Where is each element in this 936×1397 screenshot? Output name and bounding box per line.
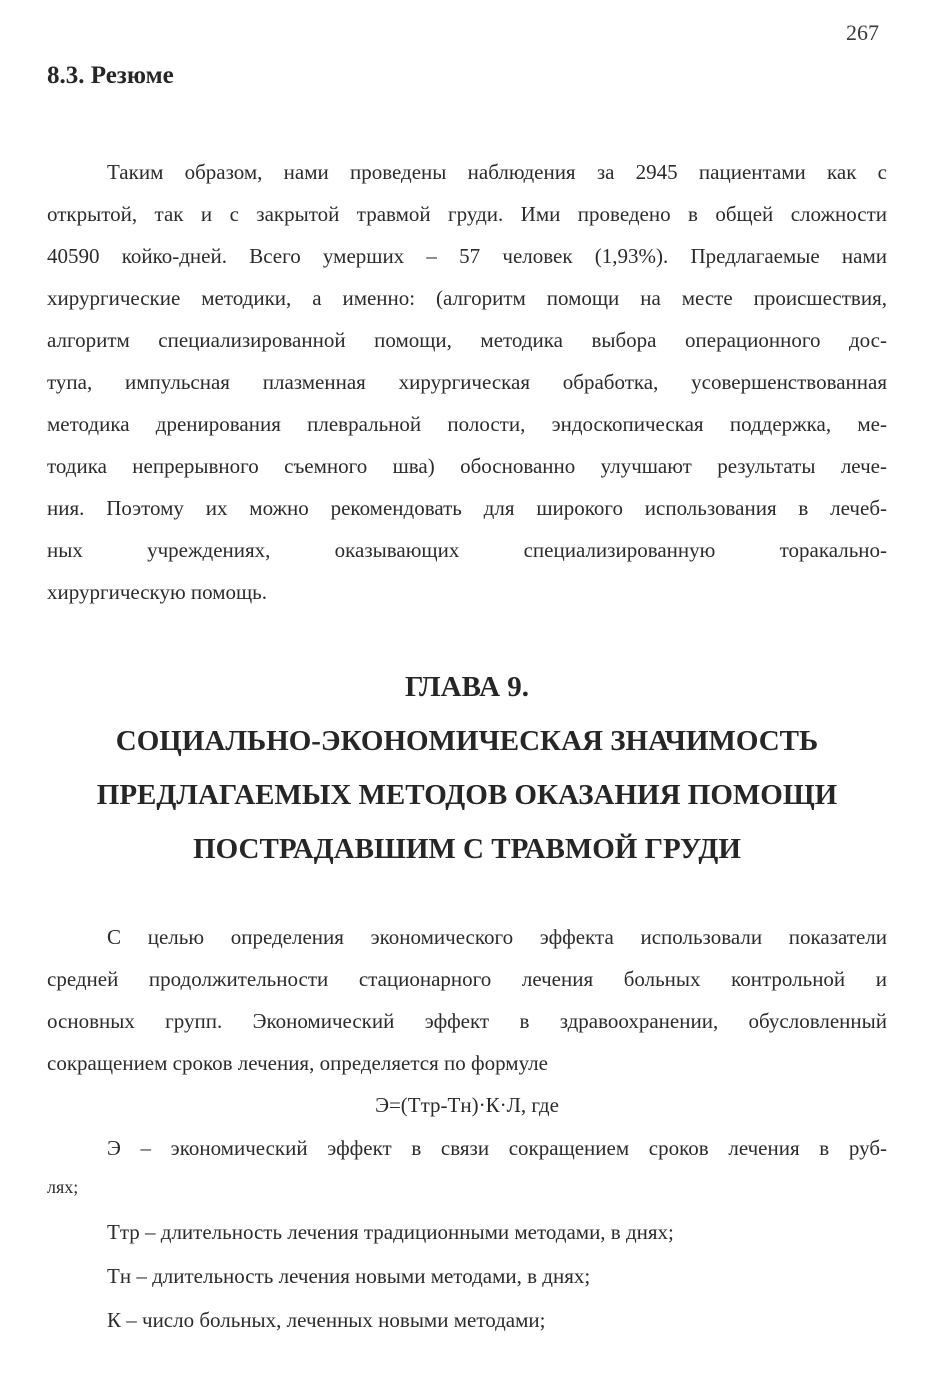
summary-line: методика дренирования плевральной полости, эндоскопическая поддержка, ме-: [47, 412, 887, 436]
body-line: средней продолжительности стационарного лечения больных контрольной и: [47, 967, 887, 991]
definition-line: Тн – длительность лечения новыми методами, в днях;: [107, 1264, 591, 1288]
summary-line: 40590 койко-дней. Всего умерших – 57 человек (1,93%). Предлагаемые нами: [47, 244, 887, 268]
chapter-title-line: СОЦИАЛЬНО-ЭКОНОМИЧЕСКАЯ ЗНАЧИМОСТЬ: [115, 725, 819, 757]
summary-line: алгоритм специализированной помощи, методика выбора операционного дос-: [47, 328, 887, 352]
section-title: 8.3. Резюме: [47, 62, 174, 89]
page-number: 267: [846, 20, 879, 45]
chapter-title-line: ПОСТРАДАВШИМ С ТРАВМОЙ ГРУДИ: [193, 833, 741, 865]
summary-line: Таким образом, нами проведены наблюдения за 2945 пациентами как с: [107, 160, 887, 184]
summary-paragraph: [47, 151, 887, 613]
body-line: сокращением сроков лечения, определяется по формуле: [47, 1051, 548, 1075]
summary-line: ния. Поэтому их можно рекомендовать для широкого использования в лечеб-: [47, 496, 887, 520]
summary-line: открытой, так и с закрытой травмой груди. Ими проведено в общей сложности: [47, 202, 887, 226]
chapter-heading: [47, 660, 887, 876]
summary-line: хирургическую помощь.: [47, 580, 268, 604]
chapter-title-line: ПРЕДЛАГАЕМЫХ МЕТОДОВ ОКАЗАНИЯ ПОМОЩИ: [96, 779, 838, 811]
formula: Э=(Ттр-Тн)·К·Л, где: [375, 1093, 559, 1117]
definition-line: К – число больных, леченных новыми методами;: [107, 1308, 546, 1332]
chapter-number: ГЛАВА 9.: [404, 671, 530, 703]
summary-line: тупа, импульсная плазменная хирургическая обработка, усовершенствованная: [47, 370, 887, 394]
chapter-body: [47, 916, 887, 1342]
definition-line: Ттр – длительность лечения традиционными методами, в днях;: [107, 1220, 674, 1244]
summary-line: хирургические методики, а именно: (алгоритм помощи на месте происшествия,: [47, 286, 887, 310]
definition-line: Э – экономический эффект в связи сокращением сроков лечения в руб-: [107, 1136, 887, 1160]
summary-line: тодика непрерывного съемного шва) обоснованно улучшают результаты лече-: [47, 454, 887, 478]
summary-line: ных учреждениях, оказывающих специализированную торакально-: [47, 538, 887, 562]
body-line: основных групп. Экономический эффект в здравоохранении, обусловленный: [47, 1009, 887, 1033]
body-line: С целью определения экономического эффекта использовали показатели: [107, 925, 887, 949]
definition-line: лях;: [47, 1177, 79, 1197]
